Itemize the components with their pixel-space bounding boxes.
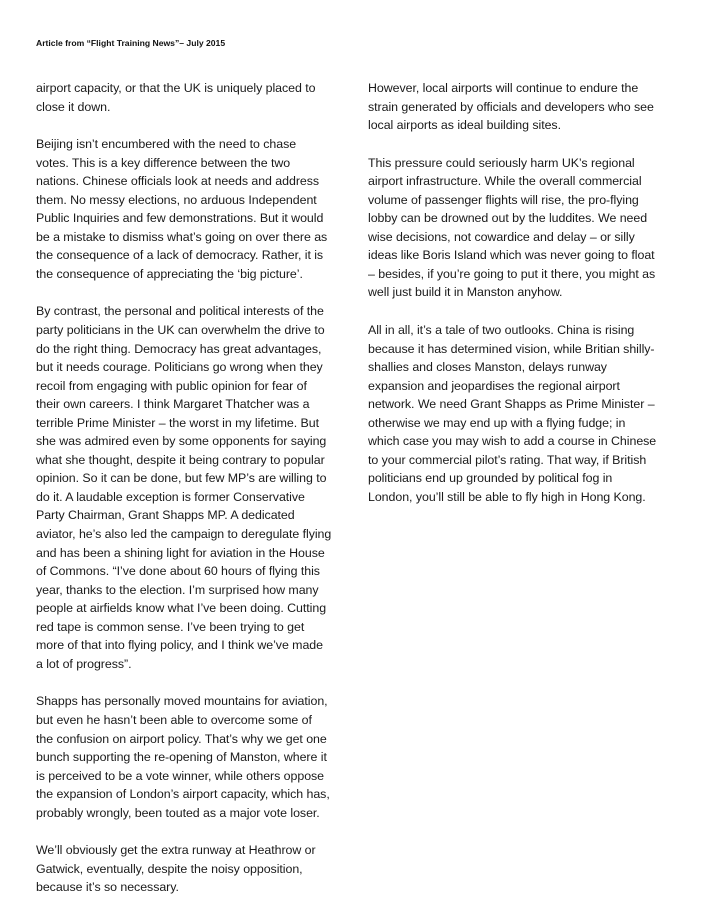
paragraph: This pressure could seriously harm UK’s regional airport infrastructure. While the overall commercial volume of passenger flights will rise, the pro-flying lobby can be drowned out by the luddites. We need wise decisions, not cowardice and delay – or silly ideas like Boris Island which was never going to float – besides, if you’re going to put it there, you might as well just build it in Manston anyhow. bbox=[368, 155, 656, 300]
paragraph: All in all, it’s a tale of two outlooks. China is rising because it has determined vision, while Britian shilly-shallies and closes Manston, delays runway expansion and jeopardises the regional airport network. We need Grant Shapps as Prime Minister – otherwise we may end up with a flying fudge; in which case you may wish to add a course in Chinese to your commercial pilot’s rating. That way, if British politicians end up grounded by political fog in London, you’ll still be able to fly high in Hong Kong. bbox=[368, 323, 657, 504]
page-header: Article from “Flight Training News”– July 2015 bbox=[36, 38, 226, 48]
paragraph: airport capacity, or that the UK is uniquely placed to close it down. bbox=[36, 81, 316, 114]
paragraph: However, local airports will continue to endure the strain generated by officials and developers who see local airports as ideal building sites. bbox=[368, 81, 654, 133]
left-column bbox=[36, 79, 332, 916]
paragraph: We’ll obviously get the extra runway at Heathrow or Gatwick, eventually, despite the noisy opposition, because it’s so necessary. bbox=[36, 843, 316, 895]
paragraph: Beijing isn’t encumbered with the need to chase votes. This is a key difference between the two nations. Chinese officials look at needs and address them. No messy elections, no arduous Independent Public Inquiries and few demonstrations. But it would be a mistake to dismiss what’s going on over there as the consequence of a lack of democracy. Rather, it is the consequence of appreciating the ‘big picture’. bbox=[36, 137, 328, 281]
paragraph: By contrast, the personal and political interests of the party politicians in the UK can overwhelm the drive to do the right thing. Democracy has great advantages, but it needs courage. Politicians go wrong when they recoil from engaging with public opinion for fear of their own careers. I think Margaret Thatcher was a terrible Prime Minister – the worst in my lifetime. But she was admired even by some opponents for saying what she thought, despite it being contrary to popular opinion. So it can be done, but few MP’s are willing to do it. A laudable exception is former Conservative Party Chairman, Grant Shapps MP. A dedicated aviator, he’s also led the campaign to deregulate flying and has been a shining light for aviation in the House of Commons. “I’ve done about 60 hours of flying this year, thanks to the election. I’m surprised how many people at airfields know what I’ve been doing. Cutting red tape is common sense. I’ve been trying to get more of that into flying policy, and I think we’ve made a lot of progress”. bbox=[36, 304, 332, 671]
right-column bbox=[368, 79, 660, 525]
paragraph: Shapps has personally moved mountains for aviation, but even he hasn’t been able to overcome some of the confusion on airport policy. That’s why we get one bunch supporting the re-opening of Manston, where it is perceived to be a vote winner, while others oppose the expansion of London’s airport capacity, which has, probably wrongly, been touted as a major vote loser. bbox=[36, 694, 330, 820]
